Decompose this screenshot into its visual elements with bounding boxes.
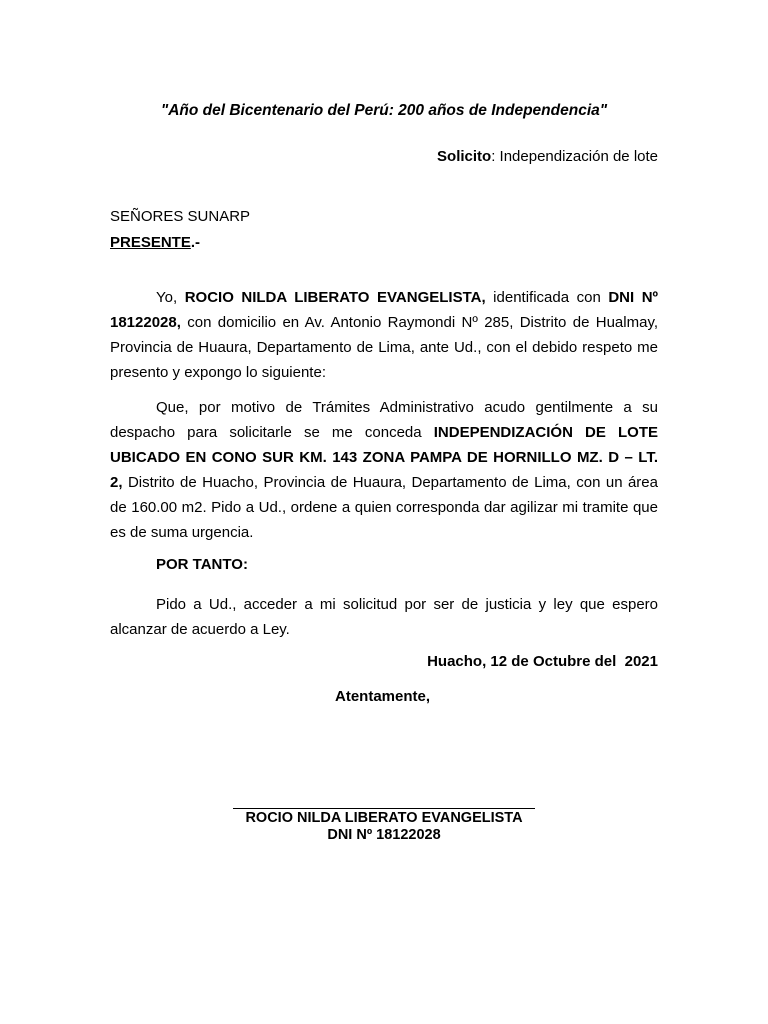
presente-word: PRESENTE xyxy=(110,234,191,251)
paragraph-petition xyxy=(110,592,658,642)
date-line: Huacho, 12 de Octubre del 2021 xyxy=(427,653,658,670)
por-tanto-heading: POR TANTO: xyxy=(156,556,248,573)
subject-label: Solicito xyxy=(437,148,492,165)
document-motto: "Año del Bicentenario del Perú: 200 años de Independencia" xyxy=(160,102,608,119)
signature-block xyxy=(0,810,768,844)
addressee-line: SEÑORES SUNARP xyxy=(110,208,251,225)
addressee-block xyxy=(110,204,250,256)
applicant-dni: DNI Nº 18122028, xyxy=(110,289,659,331)
paragraph-introduction xyxy=(110,285,658,385)
applicant-name: ROCIO NILDA LIBERATO EVANGELISTA, xyxy=(184,289,486,306)
subject-text: : Independización de lote xyxy=(491,148,658,165)
paragraph-text: Que, por motivo de Trámites Administrativo acudo gentilmente a su despacho para solicitarle se me conceda xyxy=(110,399,658,441)
paragraph-text: Pido a Ud., acceder a mi solicitud por ser de justicia y ley que espero alcanzar de acuerdo a Ley. xyxy=(110,596,658,638)
paragraph-text: con domicilio en Av. Antonio Raymondi Nº 285, Distrito de Hualmay, Provincia de Huaura, Departamento de Lima, ante Ud., con el debido respeto me presento y expongo lo siguiente: xyxy=(110,314,658,381)
paragraph-text: Distrito de Huacho, Provincia de Huaura, Departamento de Lima, con un área de 160.00 m2. Pido a Ud., ordene a quien corresponda dar agilizar mi tramite que es de suma urgencia. xyxy=(110,474,658,541)
paragraph-text: identificada con xyxy=(485,289,609,306)
signature-name: ROCIO NILDA LIBERATO EVANGELISTA xyxy=(245,810,523,826)
closing-salutation: Atentamente, xyxy=(335,688,431,705)
subject-line xyxy=(437,148,658,165)
signature-dni: DNI Nº 18122028 xyxy=(327,827,441,843)
request-subject: INDEPENDIZACIÓN DE LOTE UBICADO EN CONO SUR KM. 143 ZONA PAMPA DE HORNILLO MZ. D – LT. 2, xyxy=(110,424,658,491)
presente-suffix: .- xyxy=(190,234,201,251)
presente-line xyxy=(110,230,250,256)
signature-line xyxy=(233,808,535,809)
paragraph-request xyxy=(110,395,658,545)
paragraph-text: Yo, xyxy=(156,289,185,306)
